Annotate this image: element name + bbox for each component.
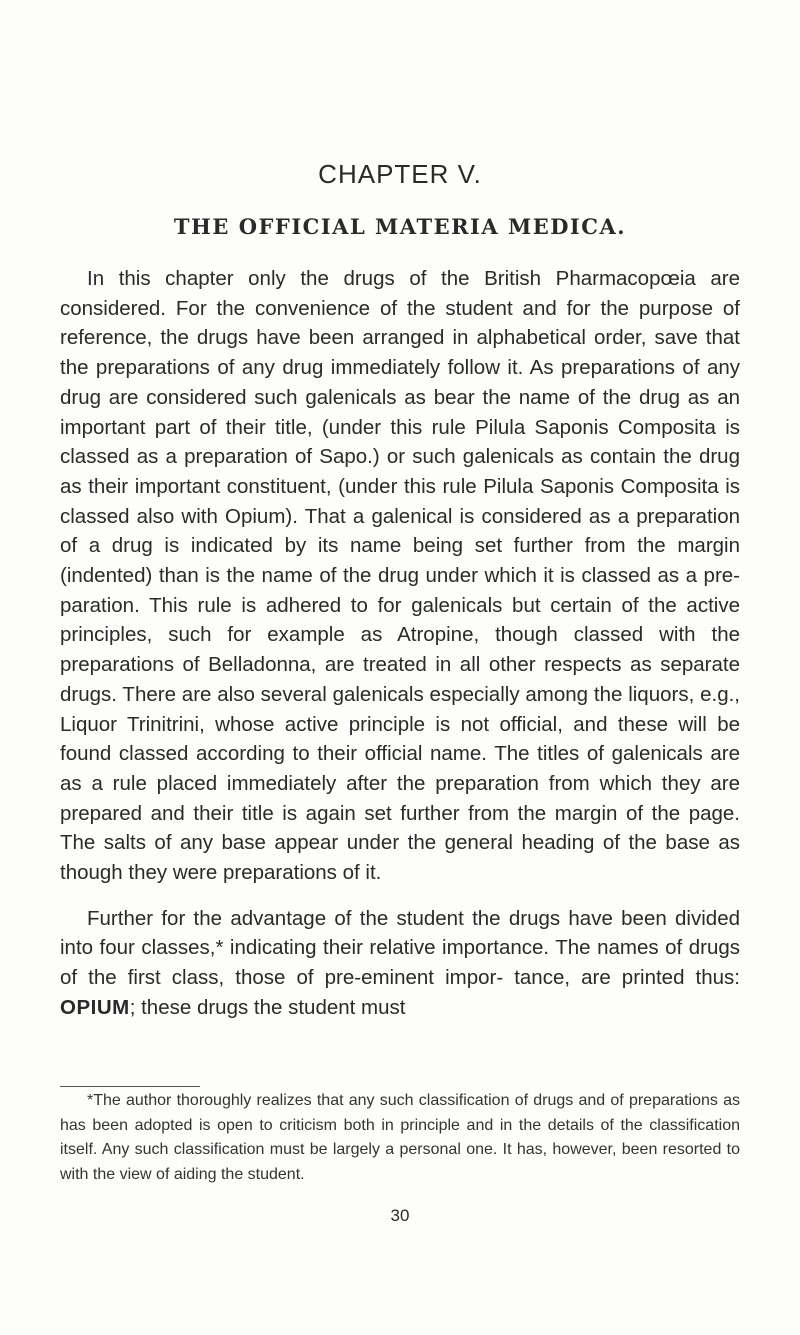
paragraph-classes [60,904,740,1023]
page-number: 30 [390,1206,410,1225]
paragraph-classes-end: ; these drugs the student must [129,995,406,1019]
footnote-divider [60,1086,200,1087]
paragraph-classes-start: Further for the advantage of the student the drugs have been divided into four classes,* indicating their relative importance. The names of drugs of the first class, those of pre-eminent impor- tance, are printed thus: [60,906,740,990]
chapter-heading: CHAPTER V. [318,159,482,189]
section-title: THE OFFICIAL MATERIA MEDICA. [173,214,627,239]
paragraph-intro: In this chapter only the drugs of the British Pharmacopœia are considered. For the convenience of the student and for the purpose of reference, the drugs have been arranged in alphabetical order, save that the preparations of any drug immediately follow it. As preparations of any drug are considered such galenicals as bear the name of the drug as an important part of their title, (under this rule Pilula Saponis Composita is classed as a preparation of Sapo.) or such galenicals as contain the drug as their important constituent, (under this rule Pilula Saponis Composita is classed also with Opium). That a galenical is considered as a preparation of a drug is indicated by its name being set further from the margin (indented) than is the name of the drug under which it is classed as a pre- paration. This rule is adhered to for galenicals but certain of the active principles, such for example as Atropine, though classed with the preparations of Belladonna, are treated in all other respects as separate drugs. There are also several galenicals especially among the liquors, e.g., Liquor Trinitrini, whose active principle is not official, and these will be found classed according to their official name. The titles of galenicals are as a rule placed immediately after the preparation from which they are prepared and their title is again set further from the margin of the page. The salts of any base appear under the general heading of the base as though they were preparations of it. [60,267,740,885]
body-text [60,264,740,1023]
first-class-drug-example: OPIUM [60,995,130,1019]
footnote: *The author thoroughly realizes that any such classification of drugs and of preparations as has been adopted is open to criticism both in principle and in the details of the classification itself. Any such classification must be largely a personal one. It has, however, been resorted to with the view of aiding the student. [60,1092,740,1183]
